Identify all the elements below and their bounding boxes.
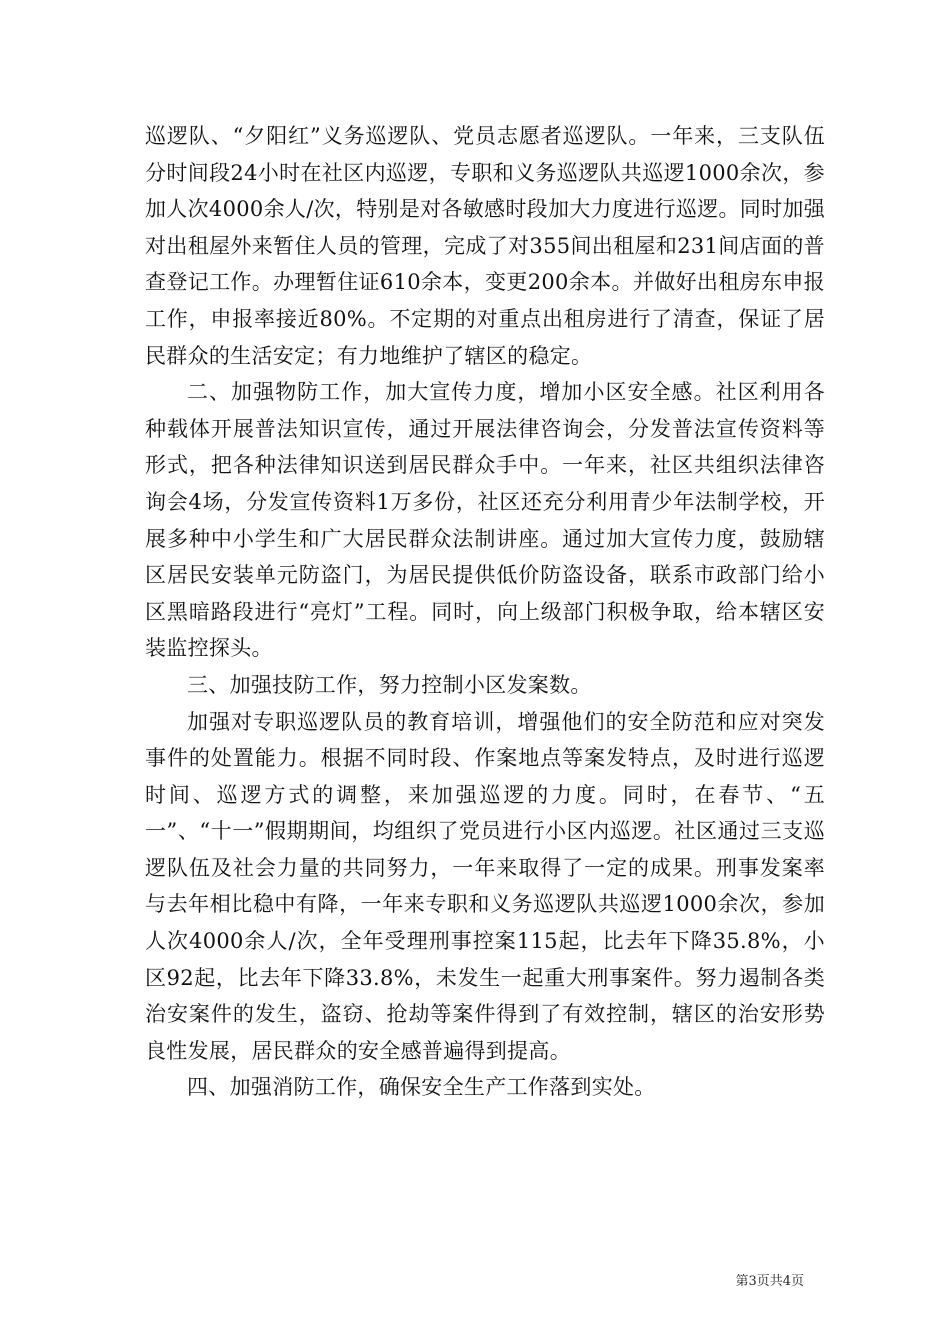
page-number-footer: 第3页共4页 [735,1274,804,1289]
paragraph-physical-defense: 二、加强物防工作，加大宣传力度，增加小区安全感。社区利用各种载体开展普法知识宣传，通过开展法律咨询会，分发普法宣传资料等形式，把各种法律知识送到居民群众手中。一年来，社区共组织法律咨询会4场，分发宣传资料1万多份，社区还充分利用青少年法制学校，开展多种中小学生和广大居民群众法制讲座。通过加大宣传力度，鼓励辖区居民安装单元防盗门，为居民提供低价防盗设备，联系市政部门给小区黑暗路段进行“亮灯”工程。同时，向上级部门积极争取，给本辖区安装监控探头。 [145,380,825,661]
paragraph-technical-defense: 加强对专职巡逻队员的教育培训，增强他们的安全防范和应对突发事件的处置能力。根据不同时段、作案地点等案发特点，及时进行巡逻时间、巡逻方式的调整，来加强巡逻的力度。同时，在春节、“五一”、“十一”假期期间，均组织了党员进行小区内巡逻。社区通过三支巡逻队伍及社会力量的共同努力，一年来取得了一定的成果。刑事发案率与去年相比稳中有降，一年来专职和义务巡逻队共巡逻1000余次，参加人次4000余人/次，全年受理刑事控案115起，比去年下降35.8%，小区92起，比去年下降33.8%，未发生一起重大刑事案件。努力遏制各类治安案件的发生，盗窃、抢劫等案件得到了有效控制，辖区的治安形势良性发展，居民群众的安全感普遍得到提高。 [145,709,825,1063]
heading-fire-safety: 四、加强消防工作，确保安全生产工作落到实处。 [187,1075,656,1100]
paragraph-patrol-teams: 巡逻队、“夕阳红”义务巡逻队、党员志愿者巡逻队。一年来，三支队伍分时间段24小时在社区内巡逻，专职和义务巡逻队共巡逻1000余次，参加人次4000余人/次，特别是对各敏感时段加大力度进行巡逻。同时加强对出租屋外来暂住人员的管理，完成了对355间出租屋和231间店面的普查登记工作。办理暂住证610余本，变更200余本。并做好出租房东申报工作，申报率接近80%。不定期的对重点出租房进行了清查，保证了居民群众的生活安定；有力地维护了辖区的稳定。 [145,124,825,368]
heading-technical-defense: 三、加强技防工作，努力控制小区发案数。 [187,672,592,697]
document-body [145,118,825,1106]
